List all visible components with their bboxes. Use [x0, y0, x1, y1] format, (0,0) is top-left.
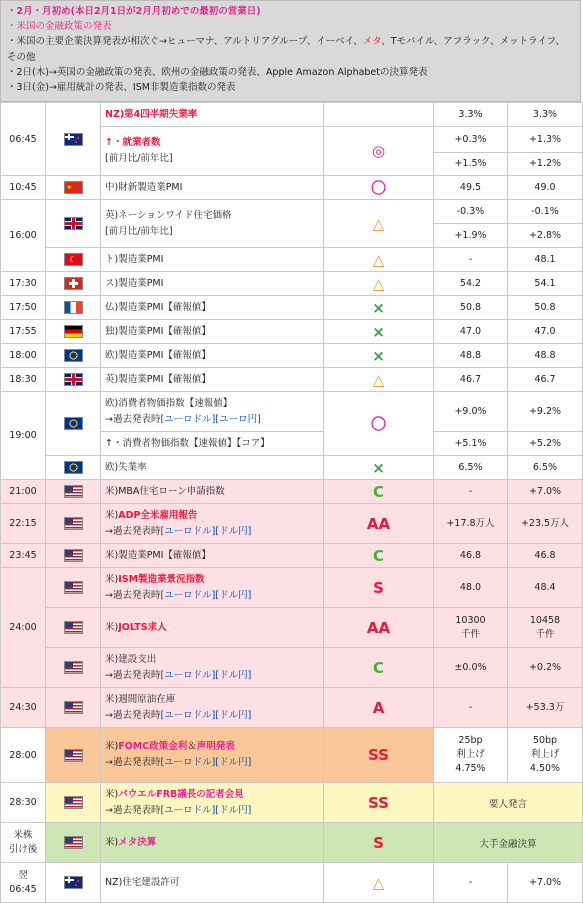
rank-cell: △: [324, 272, 434, 296]
forecast-value: +5.2%: [508, 432, 583, 456]
previous-value: 46.8: [434, 544, 508, 568]
previous-value: 48.8: [434, 344, 508, 368]
forecast-value: -0.1%: [508, 200, 583, 224]
rank-cell: SS: [324, 783, 434, 823]
previous-value: +9.0%: [434, 392, 508, 432]
time-cell: 19:00: [1, 392, 46, 480]
table-row: [1, 344, 583, 368]
previous-value: +1.5%: [434, 153, 508, 176]
us-flag-icon: [64, 485, 83, 498]
swiss-flag-icon: [64, 277, 83, 290]
previous-value: +5.1%: [434, 432, 508, 456]
flag-cell: [46, 480, 101, 504]
flag-cell: [46, 368, 101, 392]
event-name: 米)建設支出 →過去発表時[ユーロドル][ドル円]: [101, 648, 324, 688]
note-line: ・米国の主要企業決算発表が相次ぐ→ヒューマナ、アルトリアグループ、イーベイ、メタ、Tモバイル、アフラック、メットライフ、: [7, 36, 565, 48]
time-cell: 米株 引け後: [1, 823, 46, 863]
event-name: 米)製造業PMI【確報値】: [101, 544, 324, 568]
table-row: [1, 504, 583, 544]
forecast-value: +1.3%: [508, 127, 583, 153]
note-line: ・米国の金融政策の発表: [7, 21, 112, 33]
time-cell: 10:45: [1, 176, 46, 200]
us-flag-icon: [64, 517, 83, 530]
forecast-value: 10458 千件: [508, 608, 583, 648]
flag-cell: [46, 504, 101, 544]
table-row: [1, 103, 583, 127]
time-cell: 18:00: [1, 344, 46, 368]
table-row: [1, 320, 583, 344]
flag-cell: [46, 648, 101, 688]
flag-cell: [46, 176, 101, 200]
flag-cell: [46, 728, 101, 783]
table-row: [1, 823, 583, 863]
note-line: ・2日(木)→英国の金融政策の発表、欧州の金融政策の発表、Apple Amazon Alphabetの決算発表: [7, 66, 428, 78]
previous-value: -: [434, 480, 508, 504]
forecast-value: 6.5%: [508, 456, 583, 480]
rank-cell: C: [324, 648, 434, 688]
forecast-value: +0.2%: [508, 648, 583, 688]
nz-flag-icon: [64, 876, 83, 889]
forecast-value: +53.3万: [508, 688, 583, 728]
event-name: 米)ADP全米雇用報告 →過去発表時[ユーロドル][ドル円]: [101, 504, 324, 544]
note-line: ・2月・月初め(本日2月1日が2月月初めでの最初の営業日): [7, 6, 261, 17]
table-row: [1, 608, 583, 648]
economic-calendar-table: [0, 102, 583, 903]
event-name: 米)FOMC政策金利＆声明発表 →過去発表時[ユーロドル][ドル円]: [101, 728, 324, 783]
note-cell: 要人発言: [434, 783, 583, 823]
eu-flag-icon: [64, 461, 83, 474]
table-row: [1, 480, 583, 504]
flag-cell: [46, 456, 101, 480]
previous-value: 50.8: [434, 296, 508, 320]
event-name: ↑・消費者物価指数【速報値】【コア】: [101, 432, 324, 456]
previous-value: -: [434, 688, 508, 728]
flag-cell: [46, 272, 101, 296]
previous-value: 6.5%: [434, 456, 508, 480]
time-cell: 28:30: [1, 783, 46, 823]
previous-value: 47.0: [434, 320, 508, 344]
event-name: ↑・就業者数 [前月比/前年比]: [101, 127, 324, 176]
event-name: ス)製造業PMI: [101, 272, 324, 296]
turkey-flag-icon: ☾: [64, 253, 83, 266]
past-release-link[interactable]: [ユーロドル][ユーロ円]: [160, 413, 261, 425]
event-name: 欧)消費者物価指数【速報値】 →過去発表時[ユーロドル][ユーロ円]: [101, 392, 324, 432]
rank-cell: S: [324, 823, 434, 863]
rank-cell: S: [324, 568, 434, 608]
rank-cell: ◎: [324, 127, 434, 176]
event-name: 独)製造業PMI【確報値】: [101, 320, 324, 344]
us-flag-icon: [64, 661, 83, 674]
table-row: [1, 176, 583, 200]
uk-flag-icon: [64, 373, 83, 386]
past-release-link[interactable]: [ユーロドル][ドル円]: [160, 525, 252, 537]
previous-value: 49.5: [434, 176, 508, 200]
table-row: [1, 368, 583, 392]
rank-cell: △: [324, 368, 434, 392]
event-name: 米)パウエルFRB議長の記者会見 →過去発表時[ユーロドル][ドル円]: [101, 783, 324, 823]
past-release-link[interactable]: [ユーロドル][ドル円]: [160, 669, 252, 681]
flag-cell: [46, 608, 101, 648]
flag-cell: [46, 823, 101, 863]
time-cell: 23:45: [1, 544, 46, 568]
table-row: [1, 296, 583, 320]
event-name: 欧)失業率: [101, 456, 324, 480]
time-cell: 22:15: [1, 504, 46, 544]
forecast-value: +1.2%: [508, 153, 583, 176]
previous-value: -0.3%: [434, 200, 508, 224]
forecast-value: 48.1: [508, 248, 583, 272]
table-row: [1, 272, 583, 296]
flag-cell: [46, 568, 101, 608]
previous-value: +0.3%: [434, 127, 508, 153]
flag-cell: [46, 248, 101, 272]
forecast-value: 50bp 利上げ 4.50%: [508, 728, 583, 783]
flag-cell: [46, 392, 101, 456]
china-flag-icon: ★: [64, 181, 83, 194]
event-name: 米)週間原油在庫 →過去発表時[ユーロドル][ドル円]: [101, 688, 324, 728]
france-flag-icon: [64, 301, 83, 314]
forecast-value: +7.0%: [508, 863, 583, 903]
event-name: 米)JOLTS求人: [101, 608, 324, 648]
previous-value: -: [434, 863, 508, 903]
flag-cell: [46, 688, 101, 728]
forecast-value: +9.2%: [508, 392, 583, 432]
forecast-value: 50.8: [508, 296, 583, 320]
rank-cell: ×: [324, 344, 434, 368]
rank-cell: C: [324, 480, 434, 504]
table-row: [1, 392, 583, 432]
note-line: その他: [7, 51, 36, 63]
rank-cell: C: [324, 544, 434, 568]
time-cell: 24:00: [1, 568, 46, 688]
time-cell: 06:45: [1, 103, 46, 176]
rank-cell: [324, 103, 434, 127]
uk-flag-icon: [64, 217, 83, 230]
previous-value: 3.3%: [434, 103, 508, 127]
previous-value: -: [434, 248, 508, 272]
event-name: 英)ネーションワイド住宅価格 [前月比/前年比]: [101, 200, 324, 248]
event-name: 欧)製造業PMI【確報値】: [101, 344, 324, 368]
time-cell: 21:00: [1, 480, 46, 504]
forecast-value: 49.0: [508, 176, 583, 200]
forecast-value: +7.0%: [508, 480, 583, 504]
notes-panel: [0, 0, 581, 102]
rank-cell: 〇: [324, 392, 434, 456]
time-cell: 17:50: [1, 296, 46, 320]
table-row: [1, 568, 583, 608]
event-name: 英)製造業PMI【確報値】: [101, 368, 324, 392]
table-row: [1, 200, 583, 224]
rank-cell: 〇: [324, 176, 434, 200]
flag-cell: [46, 296, 101, 320]
eu-flag-icon: [64, 349, 83, 362]
us-flag-icon: [64, 796, 83, 809]
event-name: NZ)第4四半期失業率: [101, 103, 324, 127]
flag-cell: [46, 103, 101, 176]
past-release-link[interactable]: [ユーロドル][ドル円]: [160, 589, 252, 601]
germany-flag-icon: [64, 325, 83, 338]
past-release-link[interactable]: [ユーロドル][ドル円]: [160, 804, 252, 816]
flag-cell: [46, 783, 101, 823]
past-release-link[interactable]: [ユーロドル][ドル円]: [160, 757, 252, 768]
rank-cell: △: [324, 248, 434, 272]
event-name: 中)財新製造業PMI: [101, 176, 324, 200]
us-flag-icon: [64, 836, 83, 849]
rank-cell: ×: [324, 456, 434, 480]
rank-cell: ×: [324, 296, 434, 320]
time-cell: 17:30: [1, 272, 46, 296]
rank-cell: A: [324, 688, 434, 728]
forecast-value: 3.3%: [508, 103, 583, 127]
forecast-value: 47.0: [508, 320, 583, 344]
table-row: [1, 248, 583, 272]
table-row: [1, 648, 583, 688]
note-cell: 大手金融決算: [434, 823, 583, 863]
previous-value: 46.7: [434, 368, 508, 392]
time-cell: 18:30: [1, 368, 46, 392]
table-row: [1, 863, 583, 903]
event-name: NZ)住宅建設許可: [101, 863, 324, 903]
us-flag-icon: [64, 581, 83, 594]
flag-cell: [46, 200, 101, 248]
table-row: [1, 728, 583, 783]
table-row: [1, 688, 583, 728]
forecast-value: +2.8%: [508, 224, 583, 248]
nz-flag-icon: [64, 133, 83, 146]
event-name: 米)メタ決算: [101, 823, 324, 863]
rank-cell: △: [324, 863, 434, 903]
previous-value: 25bp 利上げ 4.75%: [434, 728, 508, 783]
flag-cell: [46, 320, 101, 344]
event-name: 仏)製造業PMI【確報値】: [101, 296, 324, 320]
rank-cell: SS: [324, 728, 434, 783]
event-name: ト)製造業PMI: [101, 248, 324, 272]
note-highlight: メタ: [362, 36, 382, 48]
forecast-value: 48.4: [508, 568, 583, 608]
forecast-value: 46.8: [508, 544, 583, 568]
time-cell: 翌 06:45: [1, 863, 46, 903]
rank-cell: ×: [324, 320, 434, 344]
table-row: [1, 544, 583, 568]
eu-flag-icon: [64, 417, 83, 430]
note-line: ・3日(金)→雇用統計の発表、ISM非製造業指数の発表: [7, 82, 236, 94]
rank-cell: AA: [324, 608, 434, 648]
previous-value: +1.9%: [434, 224, 508, 248]
rank-cell: △: [324, 200, 434, 248]
forecast-value: +23.5万人: [508, 504, 583, 544]
previous-value: 10300 千件: [434, 608, 508, 648]
flag-cell: [46, 863, 101, 903]
event-name: 米)ISM製造業景況指数 →過去発表時[ユーロドル][ドル円]: [101, 568, 324, 608]
previous-value: +17.8万人: [434, 504, 508, 544]
forecast-value: 46.7: [508, 368, 583, 392]
time-cell: 28:00: [1, 728, 46, 783]
us-flag-icon: [64, 549, 83, 562]
flag-cell: [46, 544, 101, 568]
previous-value: 54.2: [434, 272, 508, 296]
forecast-value: 54.1: [508, 272, 583, 296]
table-row: [1, 456, 583, 480]
previous-value: ±0.0%: [434, 648, 508, 688]
flag-cell: [46, 344, 101, 368]
time-cell: 24:30: [1, 688, 46, 728]
rank-cell: AA: [324, 504, 434, 544]
us-flag-icon: [64, 621, 83, 634]
past-release-link[interactable]: [ユーロドル][ドル円]: [160, 709, 252, 721]
table-row: [1, 783, 583, 823]
us-flag-icon: [64, 749, 83, 762]
previous-value: 48.0: [434, 568, 508, 608]
event-name: 米)MBA住宅ローン申請指数: [101, 480, 324, 504]
time-cell: 16:00: [1, 200, 46, 272]
us-flag-icon: [64, 701, 83, 714]
time-cell: 17:55: [1, 320, 46, 344]
forecast-value: 48.8: [508, 344, 583, 368]
